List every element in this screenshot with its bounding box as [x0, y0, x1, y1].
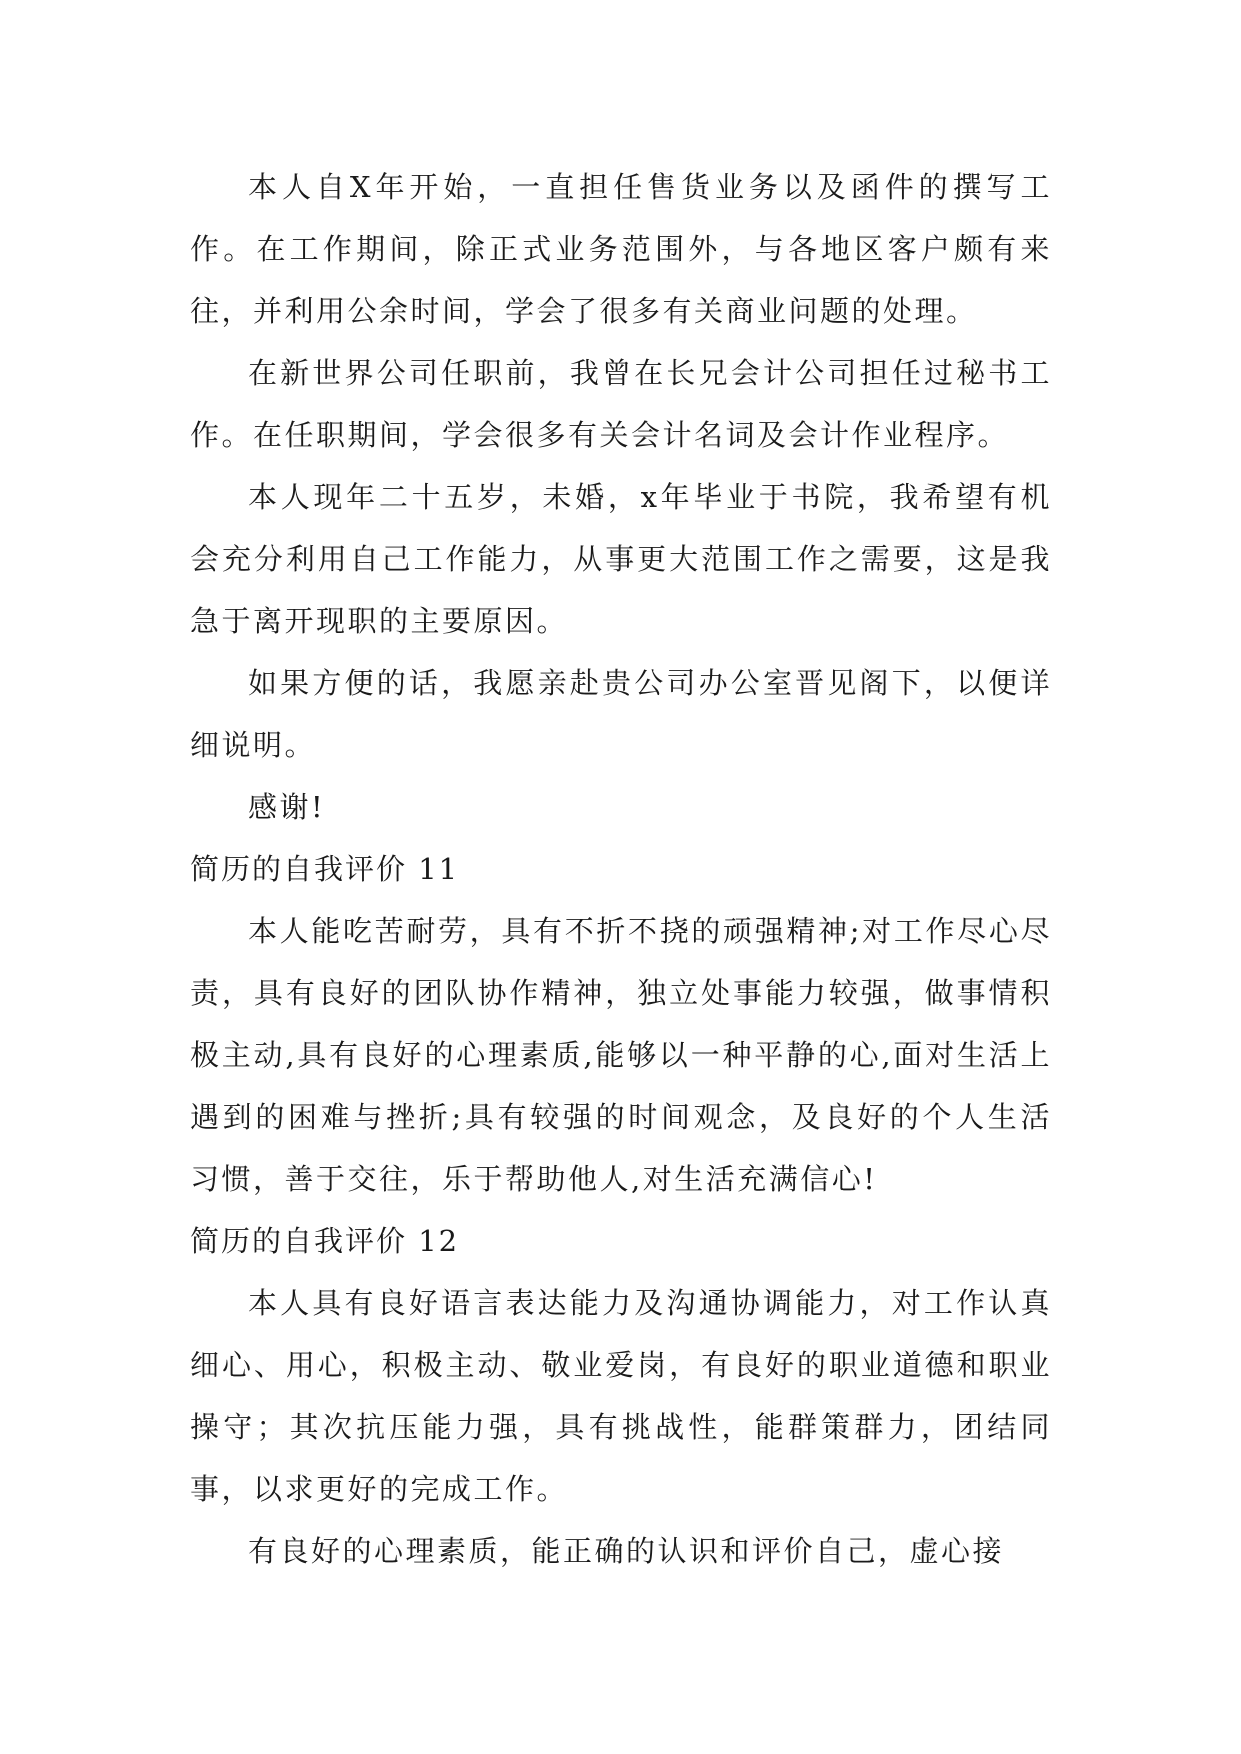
section-heading-12: 简历的自我评价 12	[190, 1224, 460, 1258]
paragraph-interview-request: 如果方便的话，我愿亲赴贵公司办公室晋见阁下，以便详细说明。	[190, 666, 1052, 762]
paragraph-secretary-experience: 在新世界公司任职前，我曾在长兄会计公司担任过秘书工作。在任职期间，学会很多有关会计名词及会计作业程序。	[190, 356, 1052, 452]
document-content	[190, 156, 1052, 1582]
paragraph-sales-experience: 本人自X年开始，一直担任售货业务以及函件的撰写工作。在工作期间，除正式业务范围外，与各地区客户颇有来往，并利用公余时间，学会了很多有关商业问题的处理。	[190, 170, 1052, 328]
paragraph-thanks: 感谢!	[248, 790, 326, 824]
paragraph-self-evaluation-11: 本人能吃苦耐劳，具有不折不挠的顽强精神;对工作尽心尽责，具有良好的团队协作精神，独立处事能力较强，做事情积极主动,具有良好的心理素质,能够以一种平静的心,面对生活上遇到的困难与挫折;具有较强的时间观念，及良好的个人生活习惯，善于交往，乐于帮助他人,对生活充满信心!	[190, 914, 1052, 1196]
paragraph-self-evaluation-12: 本人具有良好语言表达能力及沟通协调能力，对工作认真细心、用心，积极主动、敬业爱岗，有良好的职业道德和职业操守；其次抗压能力强，具有挑战性，能群策群力，团结同事，以求更好的完成工作。	[190, 1286, 1052, 1506]
section-heading-11: 简历的自我评价 11	[190, 852, 460, 886]
paragraph-psychological-quality: 有良好的心理素质，能正确的认识和评价自己，虚心接	[248, 1534, 1005, 1568]
paragraph-personal-info: 本人现年二十五岁，未婚，x年毕业于书院，我希望有机会充分利用自己工作能力，从事更大范围工作之需要，这是我急于离开现职的主要原因。	[190, 480, 1052, 638]
